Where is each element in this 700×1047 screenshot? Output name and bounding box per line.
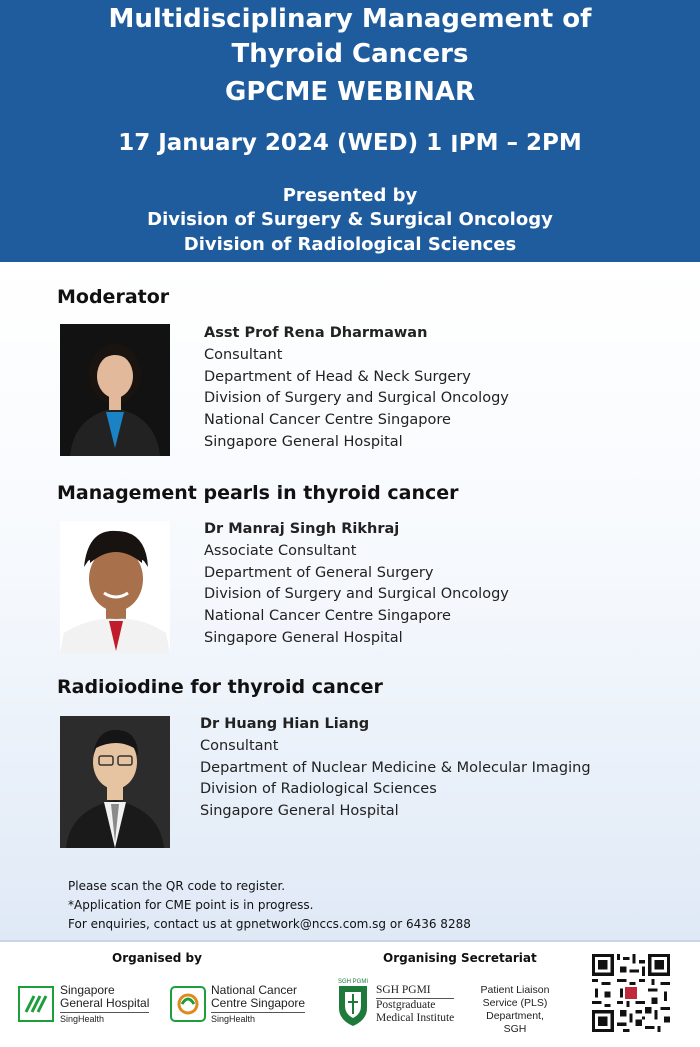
speaker-detail: Department of General Surgery (204, 564, 434, 581)
enquiry-note: For enquiries, contact us at gpnetwork@nccs.com.sg or 6436 8288 (68, 917, 471, 931)
sgh-logo-sub: SingHealth (60, 1012, 149, 1026)
nccs-logo-sub: SingHealth (211, 1012, 305, 1026)
nccs-logo-icon (170, 986, 206, 1022)
speakers-panel (0, 262, 700, 940)
organising-secretariat-label: Organising Secretariat (383, 951, 537, 965)
speaker-detail: Department of Nuclear Medicine & Molecular Imaging (200, 759, 591, 776)
speaker-detail: Singapore General Hospital (204, 433, 403, 450)
section-title-management: Management pearls in thyroid cancer (57, 482, 459, 504)
speaker-detail: Singapore General Hospital (200, 803, 399, 820)
section-title-moderator: Moderator (57, 286, 170, 308)
division-surgery: Division of Surgery & Surgical Oncology (147, 209, 553, 230)
pgmi-crest (333, 976, 373, 1033)
event-date: 17 January 2024 (WED) ׀ 1PM – 2PM (118, 130, 582, 156)
speaker-detail: Singapore General Hospital (204, 629, 403, 646)
speaker-detail: National Cancer Centre Singapore (204, 412, 451, 429)
sgh-logo-text (60, 984, 149, 1026)
footer-logos (0, 940, 700, 1047)
pls-label (475, 984, 555, 1036)
pgmi-logo-line1: SGH PGMI (376, 984, 454, 999)
speaker-detail: Division of Radiological Sciences (200, 781, 437, 798)
speaker-2-photo (60, 521, 170, 653)
pgmi-crest-icon (333, 976, 373, 1028)
title-line-3: GPCME WEBINAR (225, 77, 475, 107)
nccs-logo (170, 986, 206, 1027)
presented-by: Presented by (282, 185, 418, 206)
pls-line3: Department, SGH (486, 1010, 544, 1035)
speaker-name: Dr Manraj Singh Rikhraj (204, 521, 400, 537)
pgmi-logo-line2: Postgraduate (376, 998, 436, 1011)
sgh-logo-line2: General Hospital (60, 996, 150, 1010)
speaker-2-info (204, 519, 509, 650)
speaker-detail: Consultant (200, 737, 279, 754)
speaker-detail: Division of Surgery and Surgical Oncology (204, 586, 509, 603)
speaker-detail: Associate Consultant (204, 542, 357, 559)
nccs-logo-line1: National Cancer (211, 983, 298, 997)
register-note: Please scan the QR code to register. (68, 879, 286, 893)
speaker-name: Dr Huang Hian Liang (200, 716, 370, 732)
qr-code-icon[interactable] (592, 954, 670, 1037)
division-radiology: Division of Radiological Sciences (183, 234, 517, 255)
pgmi-logo-text (376, 984, 454, 1026)
header-banner (0, 0, 700, 262)
sgh-logo-icon (18, 986, 54, 1022)
pls-line1: Patient Liaison (480, 984, 550, 996)
speaker-name: Asst Prof Rena Dharmawan (204, 325, 428, 341)
moderator-info (204, 323, 509, 454)
speaker-detail: Department of Head & Neck Surgery (204, 368, 471, 385)
title-line-1: Multidisciplinary Management of (108, 4, 592, 34)
title-line-2: Thyroid Cancers (231, 39, 469, 69)
sgh-logo (18, 986, 54, 1027)
speaker-detail: Consultant (204, 346, 283, 363)
speaker-detail: National Cancer Centre Singapore (204, 608, 451, 625)
organised-by-label: Organised by (112, 951, 202, 965)
moderator-photo (60, 324, 170, 456)
section-title-radioiodine: Radioiodine for thyroid cancer (57, 676, 383, 698)
cme-note: *Application for CME point is in progress. (68, 898, 314, 912)
pgmi-logo-line3: Medical Institute (376, 1012, 455, 1024)
pgmi-crest-label: SGH PGMI (337, 979, 369, 985)
speaker-3-photo (60, 716, 170, 848)
speaker-3-info (200, 714, 591, 823)
nccs-logo-line2: Centre Singapore (211, 996, 306, 1010)
speaker-detail: Division of Surgery and Surgical Oncology (204, 390, 509, 407)
pls-line2: Service (PLS) (482, 997, 548, 1009)
nccs-logo-text (211, 984, 305, 1026)
sgh-logo-line1: Singapore (60, 983, 115, 997)
